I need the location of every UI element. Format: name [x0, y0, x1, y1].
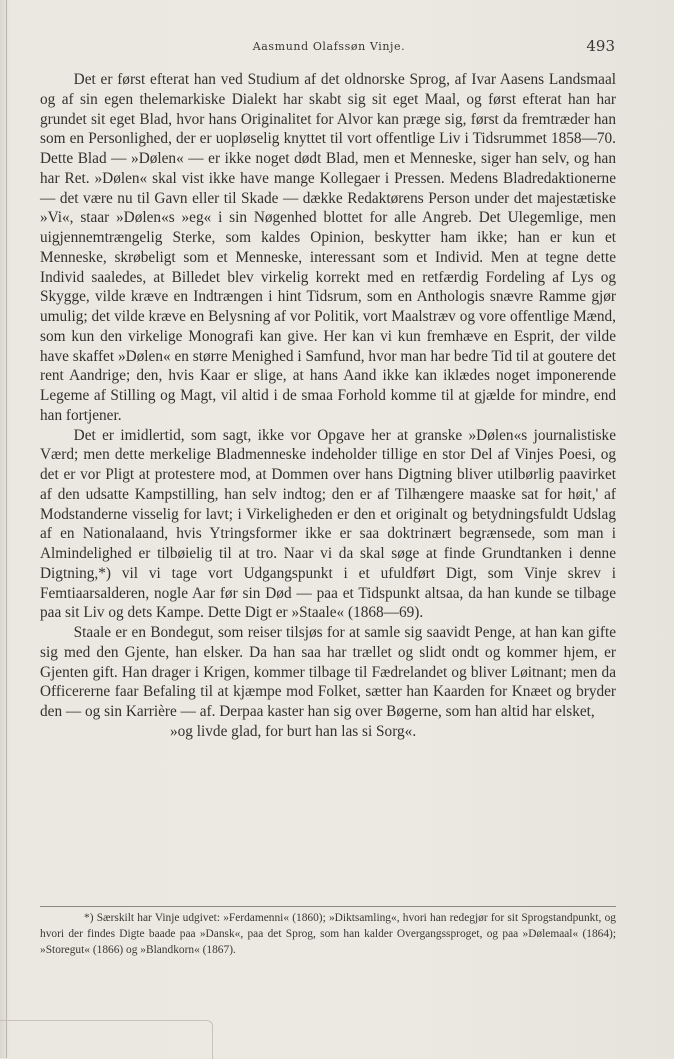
paragraph: Det er først efterat han ved Studium af det oldnorske Sprog, af Ivar Aasens Landsmaal og af sin egen thelemarkiske Dialekt har skabt sig sit eget Maal, og først efterat han har grundet sit eget Blad, hvor hans Originalitet for Alvor kan præge sig, først da fremtræder han som en Personlighed, der er uopløselig knyttet til vort offentlige Liv i Tidsrummet 1858—70. Dette Blad — »Dølen« — er ikke noget dødt Blad, men et Menneske, siger han selv, og han har Ret. »Dølen« skal vist ikke have mange Kollegaer i Pressen. Medens Bladredaktionerne — det være nu til Gavn eller til Skade — dække Redaktørens Person under det majestætiske »Vi«, staar »Dølen«s »eg« i sin Nøgenhed blottet for alle Angreb. Det Ulegemlige, men uigjennemtrængelig Sterke, som kaldes Opinion, beskytter ham ikke; han er kun et Menneske, skrøbeligt som et Menneske, interessant som et Individ. Men at tegne dette Individ saaledes, at Billedet blev virkelig korrekt med en retfærdig Fordeling af Lys og Skygge, vilde kræve en Indtrængen i hint Tidsrum, som en Anthologis snævre Ramme gjør umulig; det vilde kræve en Belysning af vor Politik, vort Maalstræv og vore offentlige Mænd, som kun den virkelige Monografi kan give. Her kan vi kun fremhæve en Esprit, der vilde have skaffet »Dølen« en større Menighed i Samfund, hvor man har bedre Tid til at goutere det rent Aandrige; den, hvis Kaar er slige, at hans Aand ikke kan iklædes noget imponerende Legeme af Stilling og Magt, vil altid i de smaa Forhold komme til at gjælde for mindre, end han fortjener.	[40, 71, 616, 424]
body-text	[40, 70, 616, 742]
paragraph: Staale er en Bondegut, som reiser tilsjøs for at samle sig saavidt Penge, at han kan gifte sig med den Gjente, han elsker. Da han saa har trællet og slidt ondt og kommer hjem, er Gjenten gift. Han drager i Krigen, kommer tilbage til Fædrelandet og bliver Løitnant; men da Officererne faar Befaling til at kjæmpe mod Folket, sætter han Kaarden for Knæet og bryder den — og sin Karrière — af. Derpaa kaster han sig over Bøgerne, som han altid har elsket,	[40, 624, 616, 720]
footnote-text: *) Særskilt har Vinje udgivet: »Ferdamenni« (1860); »Diktsamling«, hvori han redegjør for sit Sprogstandpunkt, og hvori der findes Digte baade paa »Dansk«, paa det Sprog, som han kalder Overgangssproget, og paa »Dølemaal« (1864); »Storegut« (1866) og »Blandkorn« (1867).	[40, 912, 616, 956]
verse-quote: »og livde glad, for burt han las si Sorg«.	[170, 722, 417, 740]
page-gutter-edge	[6, 0, 7, 1058]
page-header	[40, 37, 618, 57]
paragraph: Det er imidlertid, som sagt, ikke vor Opgave her at granske »Dølen«s journalistiske Værd; men dette merkelige Bladmenneske indeholder tillige en stor Del af Vinjes Poesi, og det er vor Pligt at protestere mod, at Dommen over hans Digtning bliver utilbørlig paavirket af den udsatte Kampstilling, han selv indtog; den er af Tilhængere maaske sat for høit,' af Modstanderne visselig for lavt; i Virkeligheden er den et originalt og betydningsfuldt Udslag af en Nationalaand, hvis Ytringsformer ikke er saa doktrinært begrænsede, som man i Almindelighed er tilbøielig til at tro. Naar vi da skal søge at finde Grundtanken i denne Digtning,*) vil vi tage vort Udgangspunkt i et ufuldført Digt, som Vinje skrev i Femtiaarsalderen, nogle Aar før sin Død — paa et Tidspunkt altsaa, da han kunde se tilbage paa sit Liv og dets Kampe. Dette Digt er »Staale« (1868—69).	[40, 426, 616, 622]
running-head: Aasmund Olafssøn Vinje.	[252, 40, 406, 53]
page-number: 493	[586, 37, 615, 55]
footnote-divider	[40, 906, 616, 907]
footnote	[40, 910, 616, 958]
binding-edge-mark	[0, 1020, 213, 1059]
